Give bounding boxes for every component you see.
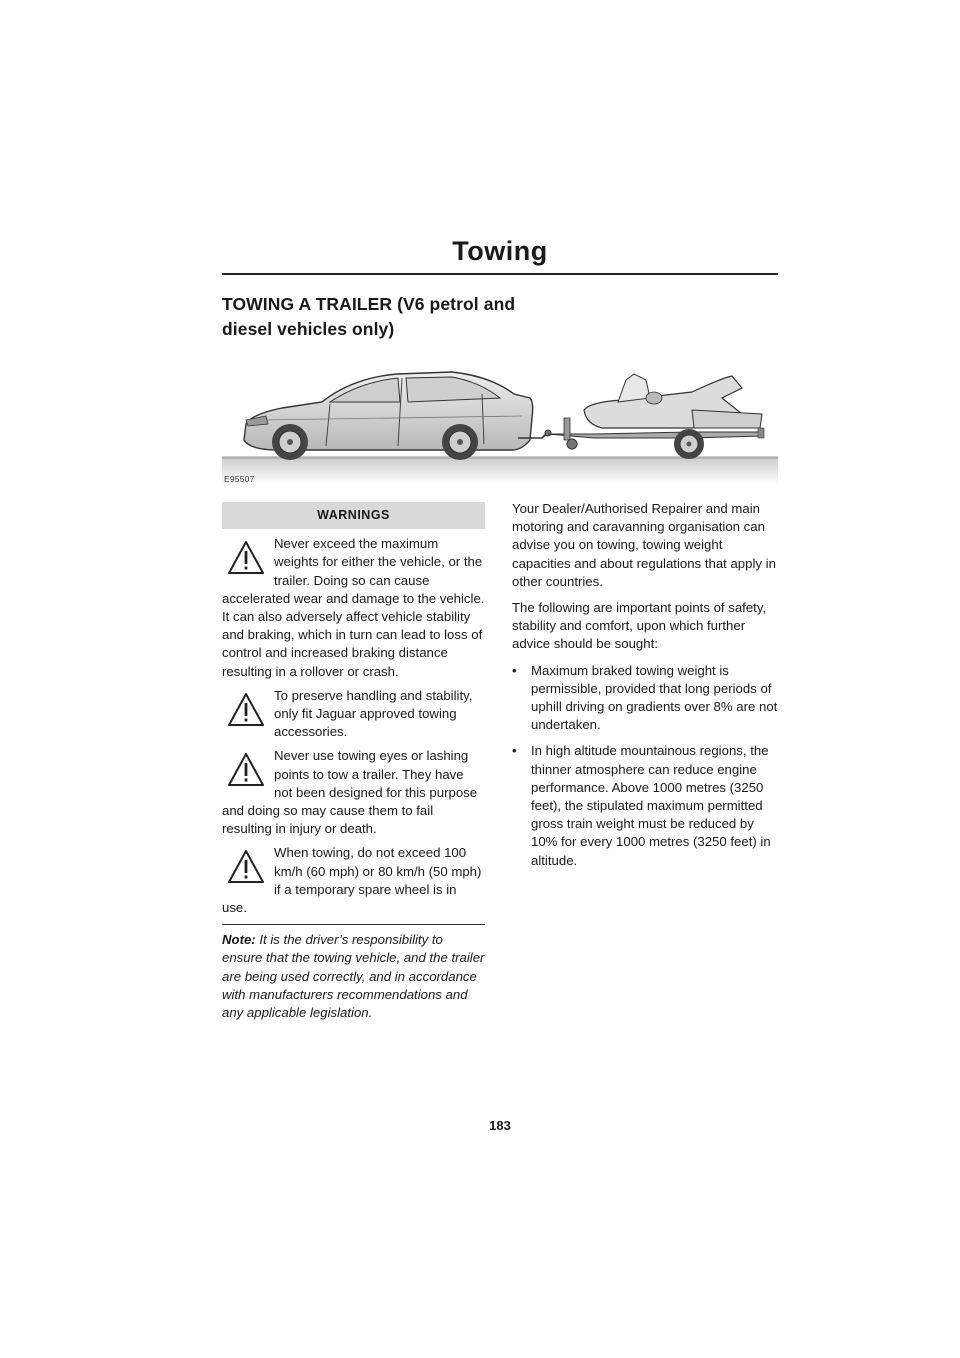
- warning-text: To preserve handling and stability, only fit Jaguar approved towing accessories.: [274, 687, 473, 740]
- page-number: 183: [489, 1118, 511, 1133]
- bullet-list: [512, 662, 778, 870]
- section-title-line1: TOWING A TRAILER (V6 petrol and: [222, 294, 516, 314]
- note-label: Note:: [222, 932, 256, 948]
- section-title-line2: diesel vehicles only): [222, 319, 395, 339]
- figure-label: E95507: [224, 474, 255, 484]
- warning-triangle-icon: [226, 691, 266, 729]
- list-item: • Maximum braked towing weight is permissible, provided that long periods of uphill driving on gradients over 8% are not undertaken.: [512, 662, 778, 735]
- warnings-heading: WARNINGS: [222, 502, 485, 529]
- paragraph: The following are important points of safety, stability and comfort, upon which further advice should be sought:: [512, 600, 767, 652]
- warning-triangle-icon: [226, 848, 266, 886]
- list-item: • In high altitude mountainous regions, the thinner atmosphere can reduce engine performance. Above 1000 metres (3250 feet), the stipulated maximum permitted gross train weight must be reduced by 10% for every 1000 metres (3250 feet) in altitude.: [512, 742, 778, 869]
- paragraph: Your Dealer/Authorised Repairer and main motoring and caravanning organisation can advise you on towing, towing weight capacities and about regulations that apply in other countries.: [512, 501, 776, 589]
- warning-triangle-icon: [226, 539, 266, 577]
- header-rule: [222, 273, 778, 275]
- car-towing-jetski-trailer-illustration: [222, 358, 778, 484]
- warning-item: [222, 844, 485, 917]
- right-column: [512, 500, 778, 878]
- warning-item: [222, 687, 485, 742]
- warnings-rule: [222, 924, 485, 925]
- warning-text: When towing, do not exceed 100 km/h (60 mph) or 80 km/h (50 mph) if a temporary spare wheel is in use.: [222, 845, 482, 916]
- warning-text: Never exceed the maximum weights for either the vehicle, or the trailer. Doing so can cause accelerated wear and damage to the vehicle. It can also adversely affect vehicle stability and braking, which in turn can lead to loss of control and increased braking distance resulting in a rollover or crash.: [222, 536, 485, 679]
- left-column: [222, 502, 485, 1022]
- note: [222, 931, 485, 1022]
- page-header: Towing: [452, 236, 548, 266]
- warning-text: Never use towing eyes or lashing points to tow a trailer. They have not been designed for this purpose and doing so may cause them to fail resulting in injury or death.: [222, 748, 478, 837]
- section-title: [222, 292, 522, 342]
- note-text: It is the driver’s responsibility to ensure that the towing vehicle, and the trailer are being used correctly, and in accordance with manufacturers recommendations and any applicable legislation.: [222, 932, 485, 1021]
- warning-triangle-icon: [226, 751, 266, 789]
- warning-item: [222, 535, 485, 681]
- warning-item: [222, 747, 485, 838]
